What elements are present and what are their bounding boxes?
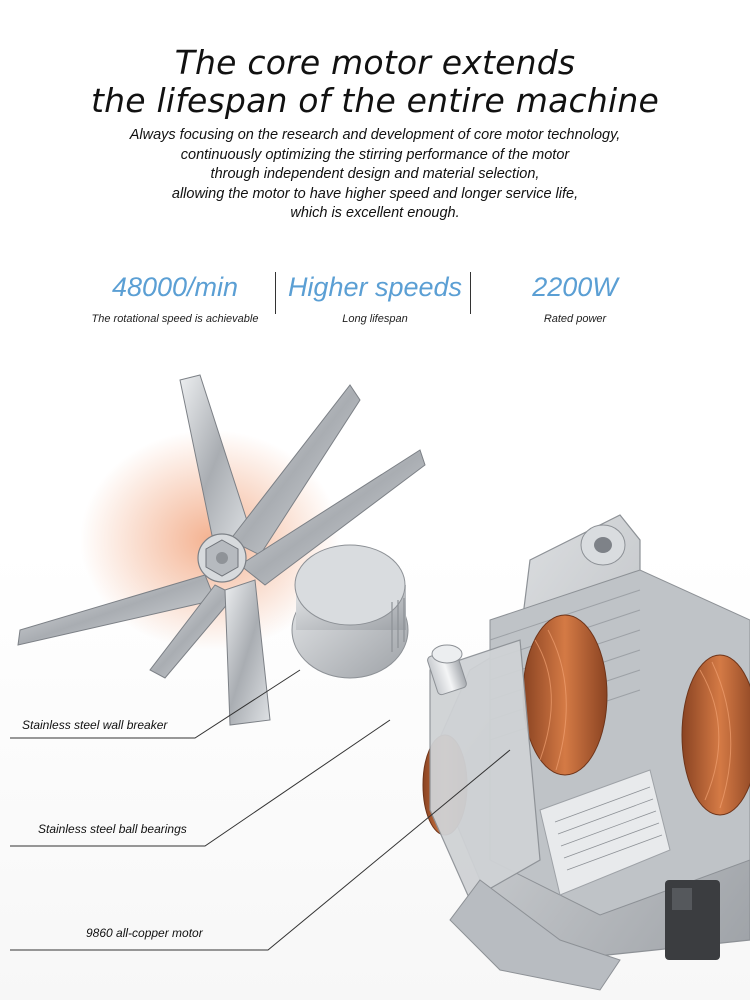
description-line: continuously optimizing the stirring performance of the motor bbox=[180, 146, 570, 163]
description-line: allowing the motor to have higher speed and longer service life, bbox=[171, 185, 579, 202]
stat-value: Higher speeds bbox=[287, 272, 463, 302]
description-line: through independent design and material selection, bbox=[210, 166, 540, 182]
title-line-1: The core motor extends bbox=[174, 43, 576, 82]
stat-speed bbox=[80, 268, 270, 326]
stat-divider bbox=[470, 272, 471, 314]
description-line: which is excellent enough. bbox=[290, 205, 460, 221]
stats-row bbox=[80, 268, 670, 328]
description bbox=[40, 126, 710, 224]
stat-label: Rated power bbox=[543, 313, 607, 325]
product-illustration bbox=[0, 340, 750, 1000]
stat-value: 2200W bbox=[532, 272, 618, 302]
stat-value: 48000/min bbox=[111, 272, 239, 302]
callout-wall-breaker: Stainless steel wall breaker bbox=[22, 718, 168, 732]
stat-lifespan bbox=[280, 268, 470, 326]
page-title bbox=[0, 44, 750, 120]
blade-nut bbox=[198, 534, 246, 582]
description-line: Always focusing on the research and development of core motor technology, bbox=[129, 127, 621, 143]
callout-copper-motor: 9860 all-copper motor bbox=[86, 926, 203, 940]
title-line-2: the lifespan of the entire machine bbox=[91, 81, 659, 120]
bearing-housing bbox=[292, 545, 408, 678]
copper-motor bbox=[423, 515, 750, 990]
stat-label: The rotational speed is achievable bbox=[91, 313, 259, 325]
stat-divider bbox=[275, 272, 276, 314]
callout-ball-bearings: Stainless steel ball bearings bbox=[38, 822, 187, 836]
stat-label: Long lifespan bbox=[342, 313, 408, 325]
stat-power bbox=[475, 268, 675, 326]
